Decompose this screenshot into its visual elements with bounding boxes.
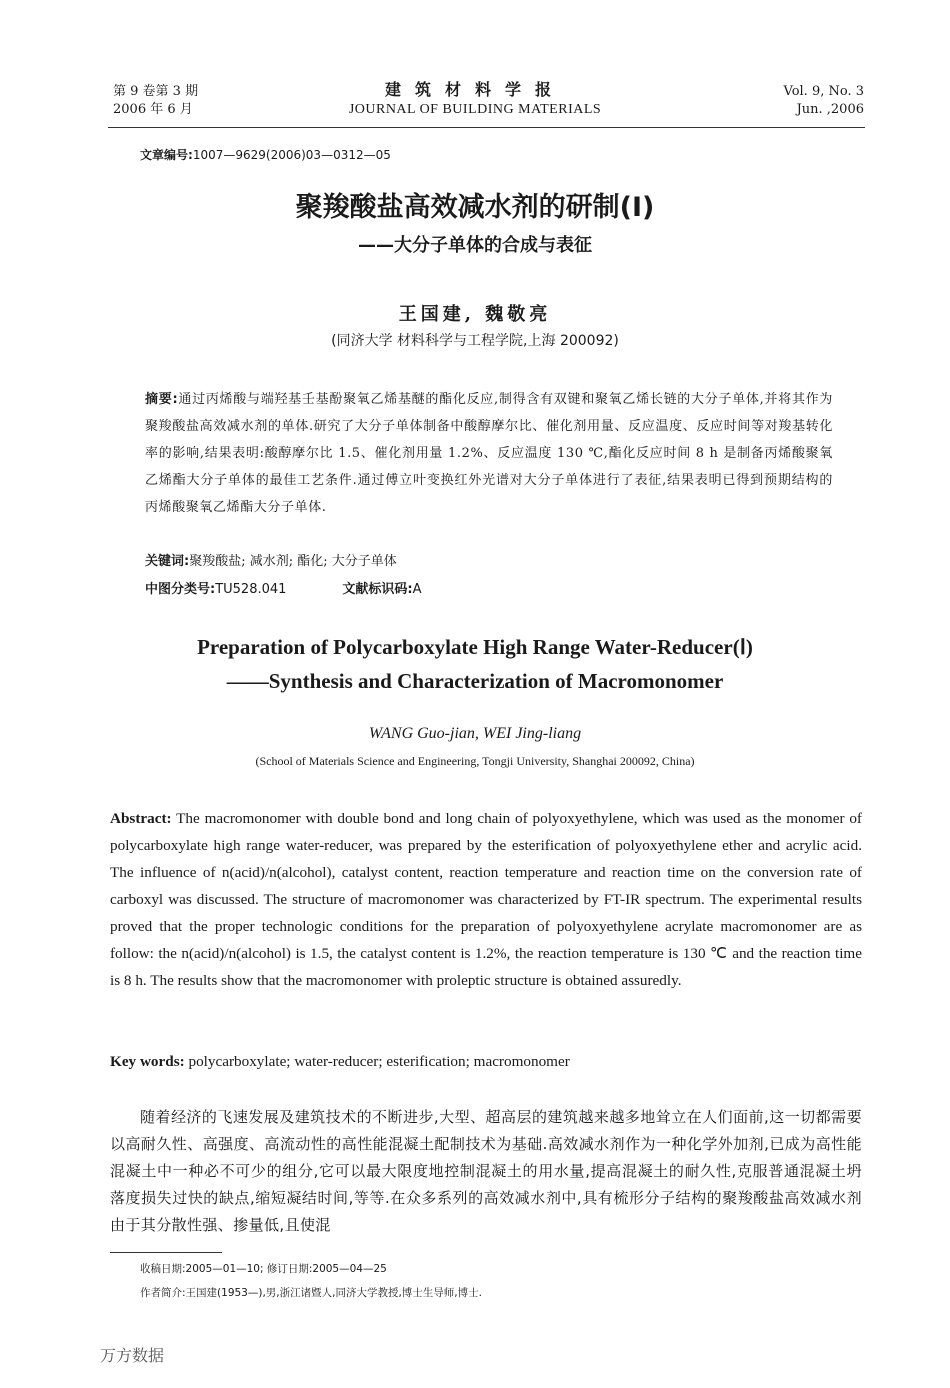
footnote-dates: 收稿日期:2005—01—10; 修订日期:2005—04—25 (140, 1263, 387, 1275)
classification (145, 578, 422, 602)
body-paragraph: 随着经济的飞速发展及建筑技术的不断进步,大型、超高层的建筑越来越多地耸立在人们面前,这一切都需要以高耐久性、高强度、高流动性的高性能混凝土配制技术为基础.高效减水剂作为一种化学外加剂,已成为高性能混凝土中一种必不可少的组分,它可以最大限度地控制混凝土的用水量,提高混凝土的耐久性,克服普通混凝土坍落度损失过快的缺点,缩短凝结时间,等等.在众多系列的高效减水剂中,具有梳形分子结构的聚羧酸盐高效减水剂由于其分散性强、掺量低,且使混 (110, 1108, 862, 1234)
journal-title-cn: 建筑材料学报 (384, 80, 565, 99)
date-en: Jun. ,2006 (796, 102, 864, 117)
article-number-value: 1007—9629(2006)03—0312—05 (192, 148, 391, 162)
title-en (0, 630, 950, 698)
keywords-en-text: polycarboxylate; water-reducer; esterification; macromonomer (184, 1053, 570, 1070)
keywords-cn (145, 550, 397, 574)
title-en-line2: ——Synthesis and Characterization of Macromonomer (226, 669, 724, 693)
keywords-en-label: Key words: (110, 1053, 185, 1070)
abstract-en (110, 805, 862, 994)
journal-title-en: JOURNAL OF BUILDING MATERIALS (348, 102, 602, 117)
abstract-cn (145, 386, 833, 521)
keywords-en (110, 1050, 570, 1074)
footnote-rule (110, 1252, 222, 1253)
subtitle-cn: ——大分子单体的合成与表征 (358, 235, 592, 256)
article-number (140, 146, 391, 163)
article-number-label: 文章编号: (140, 148, 193, 162)
abstract-cn-label: 摘要: (145, 392, 179, 407)
keywords-cn-text: 聚羧酸盐; 减水剂; 酯化; 大分子单体 (189, 554, 397, 569)
header-rule (108, 127, 865, 128)
authors-en: WANG Guo-jian, WEI Jing-liang (368, 725, 582, 742)
affiliation-en: (School of Materials Science and Engineering, Tongji University, Shanghai 200092, China) (255, 754, 695, 768)
doc-code-label: 文献标识码: (342, 582, 413, 597)
title-cn: 聚羧酸盐高效减水剂的研制(I) (295, 192, 655, 223)
footer-brand: 万方数据 (100, 1346, 165, 1365)
affiliation-cn: (同济大学 材料科学与工程学院,上海 200092) (331, 333, 619, 349)
clc-value: TU528.041 (215, 582, 287, 597)
volume-issue-en-block (784, 83, 865, 119)
abstract-en-text: The macromonomer with double bond and long chain of polyoxyethylene, which was used as the monomer of polycarboxylate high range water-reducer, was prepared by the esterification of polyoxyethylene ether and acrylic acid. The influence of n(acid)/n(alcohol), catalyst content, reaction temperature and reaction time on the conversion rate of carboxyl was discussed. The structure of macromonomer was characterized by FT-IR spectrum. The experimental results proved that the proper technologic conditions for the preparation of polyoxyethylene acrylate macromonomer are as follow: the n(acid)/n(alcohol) is 1.5, the catalyst content is 1.2%, the reaction temperature is 130 ℃ and the reaction time is 8 h. The results show that the macromonomer with proleptic structure is obtained assuredly. (110, 810, 862, 989)
abstract-cn-text: 通过丙烯酸与端羟基壬基酚聚氧乙烯基醚的酯化反应,制得含有双键和聚氧乙烯长链的大分子单体,并将其作为聚羧酸盐高效减水剂的单体.研究了大分子单体制备中酸醇摩尔比、催化剂用量、反应温度、反应时间等对羧基转化率的影响,结果表明:酸醇摩尔比 1.5、催化剂用量 1.2%、反应温度 130 ℃,酯化反应时间 8 h 是制备丙烯酸聚氧乙烯酯大分子单体的最佳工艺条件.通过傅立叶变换红外光谱对大分子单体进行了表征,结果表明已得到预期结构的丙烯酸聚氧乙烯酯大分子单体. (145, 392, 833, 515)
volume-issue-cn: 第 9 卷第 3 期 (113, 84, 199, 99)
date-cn: 2006 年 6 月 (113, 102, 193, 117)
title-en-line1: Preparation of Polycarboxylate High Range Water-Reducer(Ⅰ) (197, 635, 753, 659)
keywords-cn-label: 关键词: (145, 554, 190, 569)
abstract-en-label: Abstract: (110, 810, 172, 827)
authors-cn: 王国建, 魏敬亮 (398, 304, 552, 325)
volume-issue-en: Vol. 9, No. 3 (783, 84, 864, 99)
clc-label: 中图分类号: (145, 582, 216, 597)
footnote-author-bio: 作者简介:王国建(1953—),男,浙江诸暨人,同济大学教授,博士生导师,博士. (140, 1287, 482, 1299)
doc-code-value: A (412, 582, 422, 597)
